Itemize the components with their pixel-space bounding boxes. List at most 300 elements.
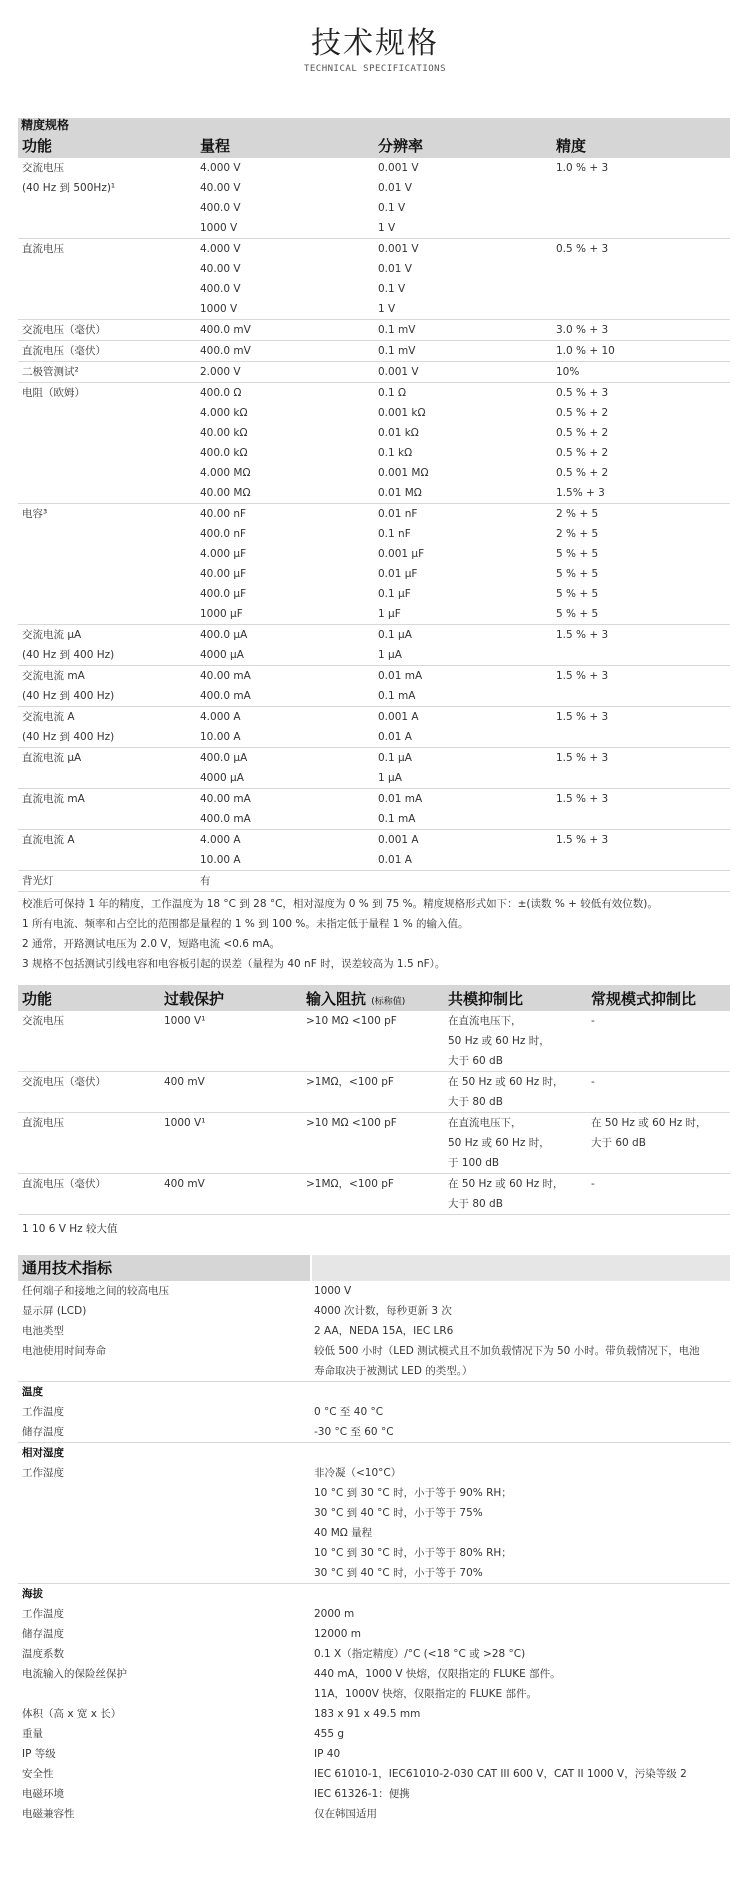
resolution-cell-line: 0.01 μF	[378, 568, 418, 580]
function-cell	[18, 707, 196, 747]
col-header-accuracy: 精度	[556, 136, 587, 155]
spec-key-line: 电磁环境	[22, 1788, 64, 1800]
table-row	[18, 504, 730, 625]
spec-value-line: 10 °C 到 30 °C 时，小于等于 80% RH；	[314, 1547, 512, 1559]
spec-value	[310, 1664, 730, 1704]
function-cell	[18, 830, 196, 870]
impedance-cell	[302, 1011, 444, 1071]
spec-value	[310, 1463, 730, 1583]
cmrr-cell	[444, 1011, 587, 1071]
spec-value-line: 4000 次计数，每秒更新 3 次	[314, 1305, 452, 1317]
spec-row	[18, 1644, 730, 1664]
function-cell-line: 直流电流 mA	[22, 793, 85, 805]
range-cell-line: 4.000 V	[200, 243, 241, 255]
function-cell-line: 交流电流 μA	[22, 629, 82, 641]
table-row	[18, 625, 730, 666]
accuracy-cell	[552, 504, 730, 624]
accuracy-cell	[552, 707, 730, 747]
accuracy-table-body	[18, 158, 730, 892]
range-cell-line: 有	[200, 875, 211, 887]
spec-value	[310, 1804, 730, 1824]
function-cell-line: (40 Hz 到 500Hz)¹	[22, 182, 116, 194]
spec-value	[310, 1422, 730, 1442]
spec-key-line: 显示屏 (LCD)	[22, 1305, 87, 1317]
cmrr-cell-line: 在直流电压下，	[448, 1015, 522, 1027]
range-cell	[196, 748, 374, 788]
resolution-cell-line: 0.1 Ω	[378, 387, 407, 399]
range-cell	[196, 320, 374, 340]
general-table-body	[18, 1281, 730, 1824]
general-header-filler	[310, 1255, 730, 1281]
resolution-cell-line: 0.1 μF	[378, 588, 411, 600]
range-cell-line: 10.00 A	[200, 731, 241, 743]
table-row	[18, 383, 730, 504]
cmrr-cell-line: 大于 80 dB	[448, 1096, 503, 1108]
overload-cell-line: 1000 V¹	[164, 1117, 206, 1129]
cmrr-cell-line: 50 Hz 或 60 Hz 时，	[448, 1035, 550, 1047]
col-header-impedance	[302, 988, 444, 1009]
footnote: 1 所有电流、频率和占空比的范围都是量程的 1 % 到 100 %。未指定低于量程 1 % 的输入值。	[22, 918, 469, 930]
range-cell-line: 400.0 kΩ	[200, 447, 248, 459]
spec-key	[18, 1604, 310, 1624]
page-subtitle: TECHNICAL SPECIFICATIONS	[303, 64, 447, 74]
resolution-cell-line: 0.01 A	[378, 731, 412, 743]
accuracy-cell-line: 5 % + 5	[556, 608, 599, 620]
spec-value-line: 2000 m	[314, 1608, 355, 1620]
function-cell	[18, 362, 196, 382]
resolution-cell-line: 0.001 A	[378, 834, 419, 846]
spec-key	[18, 1744, 310, 1764]
general-section	[18, 1255, 730, 1824]
subsection-humidity: 相对湿度	[18, 1442, 730, 1463]
spec-value-line: 11A，1000V 快熔，仅限指定的 FLUKE 部件。	[314, 1688, 538, 1700]
range-cell	[196, 383, 374, 503]
range-cell-line: 4000 μA	[200, 772, 244, 784]
accuracy-cell-line: 3.0 % + 3	[556, 324, 609, 336]
subsection-temperature: 温度	[18, 1381, 730, 1402]
function-cell	[18, 666, 196, 706]
function-cell-line: 背光灯	[22, 875, 54, 887]
table-row	[18, 1113, 730, 1174]
spec-row	[18, 1624, 730, 1644]
function-cell	[18, 1174, 160, 1214]
resolution-cell-line: 0.1 kΩ	[378, 447, 413, 459]
col-header-cmrr: 共模抑制比	[448, 989, 524, 1008]
range-cell	[196, 666, 374, 706]
resolution-cell-line: 0.1 mA	[378, 690, 416, 702]
spec-key-line: 任何端子和接地之间的较高电压	[22, 1285, 169, 1297]
function-cell	[18, 158, 196, 238]
range-cell-line: 1000 V	[200, 303, 238, 315]
spec-value	[310, 1301, 730, 1321]
resolution-cell-line: 0.01 kΩ	[378, 427, 419, 439]
spec-value	[310, 1341, 730, 1381]
spec-key-line: 储存温度	[22, 1426, 64, 1438]
accuracy-cell	[552, 158, 730, 238]
accuracy-cell-line: 1.5 % + 3	[556, 752, 609, 764]
resolution-cell-line: 0.1 μA	[378, 629, 412, 641]
function-cell-line: 直流电压（毫伏）	[22, 345, 106, 357]
resolution-cell-line: 1 V	[378, 303, 396, 315]
nmrr-cell-line: -	[591, 1015, 595, 1027]
spec-row	[18, 1341, 730, 1381]
range-cell	[196, 625, 374, 665]
footnote: 校准后可保持 1 年的精度，工作温度为 18 °C 到 28 °C，相对湿度为 0 % 到 75 %。精度规格形式如下：±(读数 % + 较低有效位数)。	[22, 898, 658, 910]
spec-value-line: 寿命取决于被测试 LED 的类型。）	[314, 1365, 473, 1377]
overload-cell-line: 1000 V¹	[164, 1015, 206, 1027]
spec-value	[310, 1624, 730, 1644]
spec-value-line: 2 AA，NEDA 15A，IEC LR6	[314, 1325, 454, 1337]
spec-value-line: 40 MΩ 量程	[314, 1527, 373, 1539]
range-cell-line: 1000 μF	[200, 608, 243, 620]
spec-key	[18, 1463, 310, 1583]
resolution-cell	[374, 707, 552, 747]
function-cell-line: 二极管测试²	[22, 366, 79, 378]
spec-value	[310, 1402, 730, 1422]
nmrr-cell-line: 大于 60 dB	[591, 1137, 646, 1149]
table-row	[18, 748, 730, 789]
spec-key	[18, 1804, 310, 1824]
resolution-cell	[374, 320, 552, 340]
resolution-cell-line: 0.01 A	[378, 854, 412, 866]
spec-key-line: 工作温度	[22, 1406, 64, 1418]
accuracy-cell-line: 5 % + 5	[556, 568, 599, 580]
input-note: 1 10 6 V Hz 较大值	[22, 1223, 118, 1235]
spec-value	[310, 1321, 730, 1341]
accuracy-cell	[552, 748, 730, 788]
impedance-cell-line: >10 MΩ <100 pF	[306, 1117, 397, 1129]
table-row	[18, 362, 730, 383]
accuracy-cell-line: 0.5 % + 2	[556, 467, 609, 479]
function-cell	[18, 789, 196, 829]
range-cell	[196, 362, 374, 382]
resolution-cell	[374, 504, 552, 624]
resolution-cell-line: 0.01 mA	[378, 793, 423, 805]
range-cell-line: 400.0 mV	[200, 324, 251, 336]
spec-row	[18, 1402, 730, 1422]
spec-key-line: 安全性	[22, 1768, 54, 1780]
range-cell	[196, 830, 374, 870]
spec-key	[18, 1624, 310, 1644]
col-header-function: 功能	[22, 989, 53, 1008]
resolution-cell-line: 0.01 MΩ	[378, 487, 422, 499]
col-header-overload: 过载保护	[164, 989, 225, 1008]
spec-row	[18, 1764, 730, 1784]
accuracy-cell-line: 1.5 % + 3	[556, 711, 609, 723]
resolution-cell-line: 0.001 V	[378, 243, 419, 255]
spec-value-line: 30 °C 到 40 °C 时，小于等于 75%	[314, 1507, 483, 1519]
general-title: 通用技术指标	[18, 1255, 310, 1281]
range-cell-line: 400.0 V	[200, 283, 241, 295]
resolution-cell-line: 0.001 MΩ	[378, 467, 429, 479]
function-cell-line: 电阻（欧姆）	[22, 387, 85, 399]
accuracy-cell-line: 1.5% + 3	[556, 487, 605, 499]
resolution-cell-line: 0.001 A	[378, 711, 419, 723]
range-cell-line: 400.0 μF	[200, 588, 247, 600]
spec-key	[18, 1764, 310, 1784]
input-table-body	[18, 1011, 730, 1215]
resolution-cell-line: 0.001 kΩ	[378, 407, 426, 419]
range-cell	[196, 504, 374, 624]
spec-row	[18, 1422, 730, 1442]
table-row	[18, 707, 730, 748]
spec-key-line: 电池类型	[22, 1325, 64, 1337]
function-cell-line: (40 Hz 到 400 Hz)	[22, 690, 115, 702]
range-cell-line: 4.000 MΩ	[200, 467, 251, 479]
range-cell-line: 40.00 kΩ	[200, 427, 248, 439]
accuracy-cell-line: 1.0 % + 10	[556, 345, 615, 357]
spec-value-line: 30 °C 到 40 °C 时，小于等于 70%	[314, 1567, 483, 1579]
accuracy-cell	[552, 666, 730, 706]
function-cell-line: (40 Hz 到 400 Hz)	[22, 731, 115, 743]
footnote: 2 通常，开路测试电压为 2.0 V，短路电流 <0.6 mA。	[22, 938, 281, 950]
accuracy-cell	[552, 383, 730, 503]
function-cell	[18, 383, 196, 503]
function-cell-line: 直流电流 μA	[22, 752, 82, 764]
resolution-cell	[374, 748, 552, 788]
resolution-cell-line: 0.001 V	[378, 162, 419, 174]
accuracy-cell-line: 2 % + 5	[556, 508, 599, 520]
range-cell-line: 40.00 μF	[200, 568, 247, 580]
resolution-cell	[374, 239, 552, 319]
range-cell	[196, 239, 374, 319]
spec-value-line: IEC 61326-1：便携	[314, 1788, 410, 1800]
nmrr-cell-line: -	[591, 1178, 595, 1190]
range-cell-line: 10.00 A	[200, 854, 241, 866]
function-cell-line: 直流电压（毫伏）	[22, 1178, 106, 1190]
nmrr-cell	[587, 1072, 730, 1112]
range-cell-line: 2.000 V	[200, 366, 241, 378]
overload-cell	[160, 1174, 302, 1214]
accuracy-cell	[552, 362, 730, 382]
range-cell	[196, 789, 374, 829]
function-cell-line: 直流电压	[22, 243, 64, 255]
resolution-cell-line: 1 μA	[378, 649, 402, 661]
accuracy-header-row	[18, 132, 730, 158]
spec-row	[18, 1804, 730, 1824]
function-cell	[18, 871, 196, 891]
function-cell	[18, 320, 196, 340]
cmrr-cell-line: 大于 80 dB	[448, 1198, 503, 1210]
cmrr-cell-line: 大于 60 dB	[448, 1055, 503, 1067]
cmrr-cell	[444, 1072, 587, 1112]
general-header	[18, 1255, 730, 1281]
resolution-cell-line: 1 V	[378, 222, 396, 234]
spec-value	[310, 1784, 730, 1804]
resolution-cell-line: 0.01 V	[378, 263, 412, 275]
range-cell-line: 1000 V	[200, 222, 238, 234]
spec-row	[18, 1463, 730, 1583]
range-cell-line: 400.0 mA	[200, 813, 251, 825]
table-row	[18, 158, 730, 239]
resolution-cell	[374, 158, 552, 238]
cmrr-cell-line: 50 Hz 或 60 Hz 时，	[448, 1137, 550, 1149]
function-cell-line: 交流电压（毫伏）	[22, 324, 106, 336]
spec-value	[310, 1604, 730, 1624]
resolution-cell-line: 0.001 V	[378, 366, 419, 378]
col-header-range: 量程	[200, 136, 231, 155]
function-cell	[18, 1011, 160, 1071]
spec-row	[18, 1744, 730, 1764]
spec-row	[18, 1724, 730, 1744]
function-cell	[18, 341, 196, 361]
resolution-cell	[374, 789, 552, 829]
resolution-cell	[374, 830, 552, 870]
resolution-cell-line: 0.001 μF	[378, 548, 425, 560]
spec-row	[18, 1604, 730, 1624]
nmrr-cell	[587, 1174, 730, 1214]
accuracy-cell-line: 10%	[556, 366, 580, 378]
table-row	[18, 239, 730, 320]
cmrr-cell-line: 在 50 Hz 或 60 Hz 时，	[448, 1076, 564, 1088]
overload-cell-line: 400 mV	[164, 1178, 205, 1190]
spec-value	[310, 1644, 730, 1664]
spec-value-line: 12000 m	[314, 1628, 361, 1640]
resolution-cell-line	[378, 871, 552, 891]
spec-key	[18, 1644, 310, 1664]
range-cell-line: 4.000 A	[200, 711, 241, 723]
range-cell-line: 400.0 μA	[200, 629, 248, 641]
spec-value	[310, 1704, 730, 1724]
spec-key	[18, 1422, 310, 1442]
function-cell	[18, 1072, 160, 1112]
spec-value-line: 1000 V	[314, 1285, 352, 1297]
spec-value-line: 较低 500 小时（LED 测试模式且不加负载情况下为 50 小时。带负载情况下，电池	[314, 1345, 700, 1357]
table-row	[18, 789, 730, 830]
spec-key-line: 电磁兼容性	[22, 1808, 75, 1820]
table-row	[18, 666, 730, 707]
overload-cell	[160, 1072, 302, 1112]
spec-value	[310, 1764, 730, 1784]
spec-key	[18, 1784, 310, 1804]
resolution-cell-line: 0.01 nF	[378, 508, 418, 520]
accuracy-cell-line: 0.5 % + 3	[556, 387, 609, 399]
page-title: 技术规格	[311, 26, 439, 61]
table-row	[18, 1072, 730, 1113]
range-cell-line: 4.000 A	[200, 834, 241, 846]
spec-row	[18, 1301, 730, 1321]
spec-value-line: 0 °C 至 40 °C	[314, 1406, 384, 1418]
input-section	[18, 985, 730, 1239]
accuracy-cell	[552, 239, 730, 319]
accuracy-section-label: 精度规格	[18, 118, 730, 132]
range-cell-line: 40.00 V	[200, 182, 241, 194]
function-cell-line: 直流电流 A	[22, 834, 75, 846]
nmrr-cell-line: -	[591, 1076, 595, 1088]
spec-value	[310, 1724, 730, 1744]
spec-key	[18, 1301, 310, 1321]
overload-cell	[160, 1011, 302, 1071]
resolution-cell-line: 0.1 μA	[378, 752, 412, 764]
range-cell-line: 40.00 mA	[200, 670, 251, 682]
spec-key	[18, 1704, 310, 1724]
spec-row	[18, 1664, 730, 1704]
resolution-cell-line: 1 μF	[378, 608, 401, 620]
range-cell-line: 400.0 V	[200, 202, 241, 214]
resolution-cell-line: 0.1 V	[378, 283, 406, 295]
accuracy-cell-line: 1.5 % + 3	[556, 629, 609, 641]
impedance-label: 输入阻抗	[306, 989, 367, 1008]
table-row	[18, 871, 730, 892]
spec-value-line: -30 °C 至 60 °C	[314, 1426, 394, 1438]
function-cell-line: 交流电流 A	[22, 711, 75, 723]
table-row	[18, 1011, 730, 1072]
accuracy-cell-line: 0.5 % + 2	[556, 407, 609, 419]
spec-value-line: IP 40	[314, 1748, 341, 1760]
nmrr-cell	[587, 1113, 730, 1173]
resolution-cell	[374, 625, 552, 665]
accuracy-notes	[18, 894, 730, 974]
range-cell-line: 4.000 μF	[200, 548, 247, 560]
cmrr-cell-line: 于 100 dB	[448, 1157, 500, 1169]
spec-value-line: 440 mA，1000 V 快熔，仅限指定的 FLUKE 部件。	[314, 1668, 561, 1680]
range-cell	[196, 871, 374, 891]
spec-key-line: IP 等级	[22, 1748, 56, 1760]
spec-key	[18, 1281, 310, 1301]
spec-key	[18, 1402, 310, 1422]
accuracy-cell	[552, 625, 730, 665]
resolution-cell-line: 0.1 nF	[378, 528, 411, 540]
spec-key-line: 体积（高 x 宽 x 长）	[22, 1708, 122, 1720]
spec-row	[18, 1784, 730, 1804]
spec-value	[310, 1281, 730, 1301]
resolution-cell	[374, 383, 552, 503]
function-cell-line: 直流电压	[22, 1117, 64, 1129]
cmrr-cell	[444, 1174, 587, 1214]
impedance-cell	[302, 1072, 444, 1112]
input-header-row	[18, 985, 730, 1011]
table-row	[18, 341, 730, 362]
range-cell-line: 40.00 nF	[200, 508, 247, 520]
function-cell-line: 交流电压	[22, 162, 64, 174]
resolution-cell-line: 1 μA	[378, 772, 402, 784]
accuracy-cell-line: 5 % + 5	[556, 588, 599, 600]
accuracy-cell	[552, 341, 730, 361]
spec-row	[18, 1281, 730, 1301]
accuracy-cell	[552, 871, 730, 891]
spec-key	[18, 1664, 310, 1704]
nmrr-cell-line: 在 50 Hz 或 60 Hz 时，	[591, 1117, 707, 1129]
accuracy-cell-line: 0.5 % + 2	[556, 427, 609, 439]
impedance-cell-line: >1MΩ，<100 pF	[306, 1178, 394, 1190]
resolution-cell-line: 0.01 V	[378, 182, 412, 194]
range-cell-line: 400.0 mV	[200, 345, 251, 357]
range-cell-line: 40.00 MΩ	[200, 487, 251, 499]
range-cell	[196, 158, 374, 238]
resolution-cell	[374, 666, 552, 706]
accuracy-section	[18, 118, 730, 974]
spec-key-line: 温度系数	[22, 1648, 64, 1660]
function-cell	[18, 239, 196, 319]
function-cell-line: 交流电流 mA	[22, 670, 85, 682]
subsection-altitude: 海拔	[18, 1583, 730, 1604]
range-cell-line: 40.00 V	[200, 263, 241, 275]
spec-value-line: 183 x 91 x 49.5 mm	[314, 1708, 421, 1720]
spec-key-line: 工作温度	[22, 1608, 64, 1620]
function-cell	[18, 625, 196, 665]
cmrr-cell-line: 在直流电压下，	[448, 1117, 522, 1129]
function-cell	[18, 748, 196, 788]
table-row	[18, 830, 730, 871]
accuracy-cell-line: 1.5 % + 3	[556, 793, 609, 805]
range-cell-line: 4.000 V	[200, 162, 241, 174]
footnote: 3 规格不包括测试引线电容和电容板引起的误差（量程为 40 nF 时，误差较高为 1.5 nF）。	[22, 958, 446, 970]
spec-value-line: IEC 61010-1，IEC61010-2-030 CAT III 600 V，CAT II 1000 V，污染等级 2	[314, 1768, 687, 1780]
accuracy-cell-line	[556, 871, 730, 891]
accuracy-cell-line: 1.5 % + 3	[556, 834, 609, 846]
function-cell-line: (40 Hz 到 400 Hz)	[22, 649, 115, 661]
spec-row	[18, 1704, 730, 1724]
